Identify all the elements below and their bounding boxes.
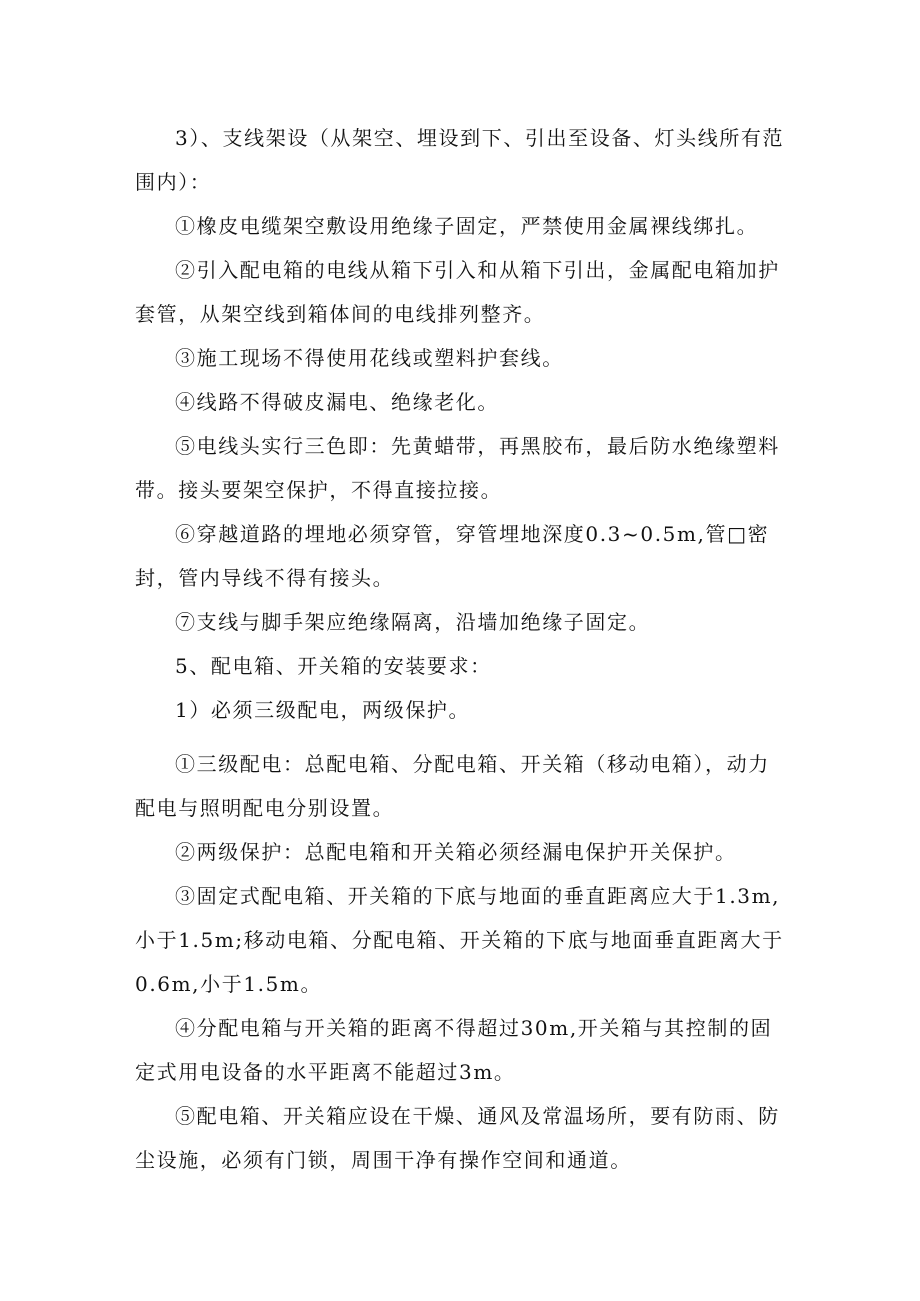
paragraph-three-level-distribution: 1）必须三级配电，两级保护。 xyxy=(175,698,471,722)
paragraph-rubber-cable: ①橡皮电缆架空敷设用绝缘子固定，严禁使用金属裸线绑扎。 xyxy=(175,214,759,238)
paragraph-two-level-protection: ②两级保护：总配电箱和开关箱必须经漏电保护开关保护。 xyxy=(175,840,737,864)
paragraph-distribution-box-wiring: ②引入配电箱的电线从箱下引入和从箱下引出，金属配电箱加护套管，从架空线到箱体间的电线排列整齐。 xyxy=(135,258,780,326)
paragraph-no-broken-insulation: ④线路不得破皮漏电、绝缘老化。 xyxy=(175,390,499,414)
paragraph-three-level-detail: ①三级配电：总配电箱、分配电箱、开关箱（移动电箱），动力配电与照明配电分别设置。 xyxy=(135,752,770,820)
paragraph-box-mounting-height: ③固定式配电箱、开关箱的下底与地面的垂直距离应大于1.3m,小于1.5m;移动电箱、分配电箱、开关箱的下底与地面垂直距离大于0.6m,小于1.5m。 xyxy=(135,884,784,996)
paragraph-box-distance: ④分配电箱与开关箱的距离不得超过30m,开关箱与其控制的固定式用电设备的水平距离不能超过3m。 xyxy=(135,1016,773,1084)
section-heading-box-installation: 5、配电箱、开关箱的安装要求： xyxy=(175,654,492,678)
paragraph-three-color-wrap: ⑤电线头实行三色即：先黄蜡带，再黑胶布，最后防水绝缘塑料带。接头要架空保护，不得直接拉接。 xyxy=(135,434,780,502)
paragraph-branch-line-erection: 3）、支线架设（从架空、埋设到下、引出至设备、灯头线所有范围内）： xyxy=(135,126,785,194)
paragraph-box-location: ⑤配电箱、开关箱应设在干燥、通风及常温场所，要有防雨、防尘设施，必须有门锁，周围干净有操作空间和通道。 xyxy=(135,1104,780,1172)
paragraph-road-crossing-conduit: ⑥穿越道路的埋地必须穿管，穿管埋地深度0.3~0.5m,管□密封，管内导线不得有接头。 xyxy=(135,522,770,590)
paragraph-no-flower-wire: ③施工现场不得使用花线或塑料护套线。 xyxy=(175,346,564,370)
paragraph-scaffold-isolation: ⑦支线与脚手架应绝缘隔离，沿墙加绝缘子固定。 xyxy=(175,610,651,634)
